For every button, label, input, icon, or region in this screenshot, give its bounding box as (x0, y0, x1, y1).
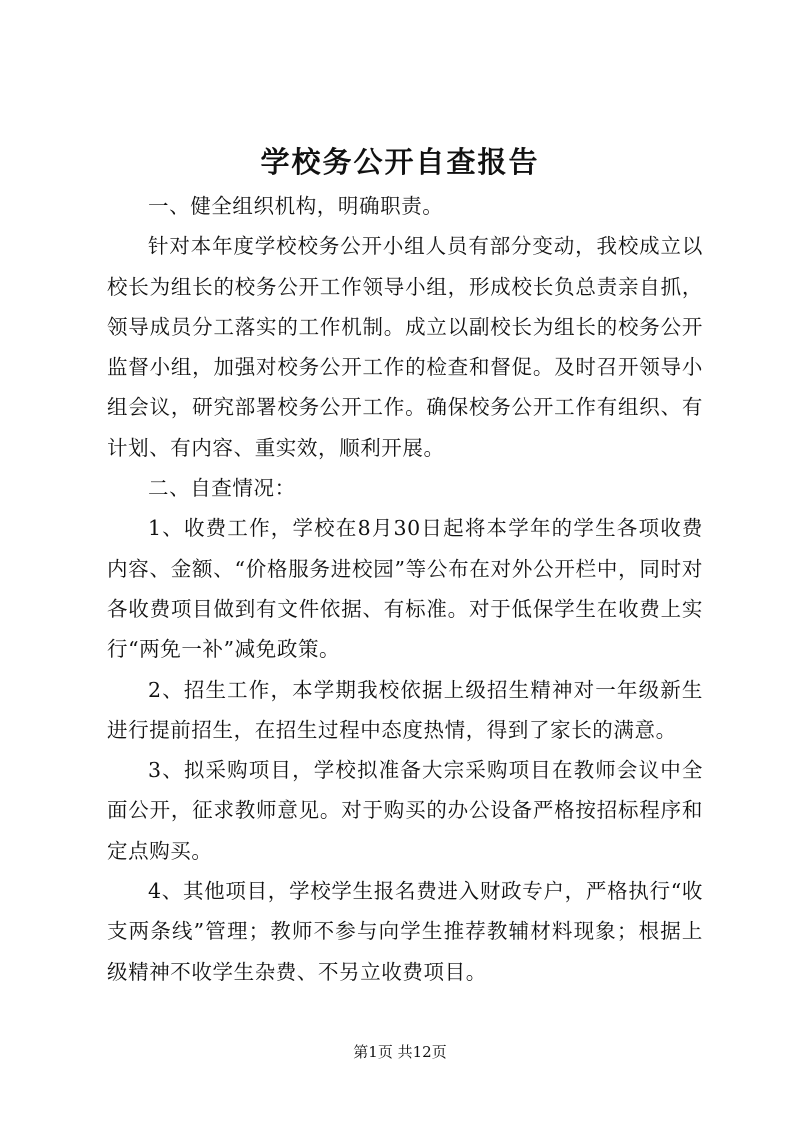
section-heading-self-check: 二、自查情况： (148, 476, 296, 501)
paragraph-other-items: 4、其他项目，学校学生报名费进入财政专户，严格执行“收支两条线”管理；教师不参与向学生推荐教辅材料现象；根据上级精神不收学生杂费、不另立收费项目。 (107, 879, 703, 984)
page-number-footer: 第1页 共12页 (353, 1043, 447, 1061)
document-body (107, 186, 703, 992)
paragraph-organization: 针对本年度学校校务公开小组人员有部分变动，我校成立以校长为组长的校务公开工作领导小组，形成校长负总责亲自抓，领导成员分工落实的工作机制。成立以副校长为组长的校务公开监督小组，加强对校务公开工作的检查和督促。及时召开领导小组会议，研究部署校务公开工作。确保校务公开工作有组织、有计划、有内容、重实效，顺利开展。 (107, 234, 703, 460)
section-heading-organization: 一、健全组织机构，明确职责。 (148, 194, 444, 218)
paragraph-fees: 1、收费工作，学校在8月30日起将本学年的学生各项收费内容、金额、“价格服务进校园”等公布在对外公开栏中，同时对各收费项目做到有文件依据、有标准。对于低保学生在收费上实行“两免一补”减免政策。 (107, 516, 703, 662)
page-title: 学校务公开自查报告 (260, 145, 540, 179)
paragraph-procurement: 3、拟采购项目，学校拟准备大宗采购项目在教师会议中全面公开，征求教师意见。对于购买的办公设备严格按招标程序和定点购买。 (107, 758, 703, 863)
paragraph-enrollment: 2、招生工作，本学期我校依据上级招生精神对一年级新生进行提前招生，在招生过程中态度热情，得到了家长的满意。 (107, 677, 703, 742)
